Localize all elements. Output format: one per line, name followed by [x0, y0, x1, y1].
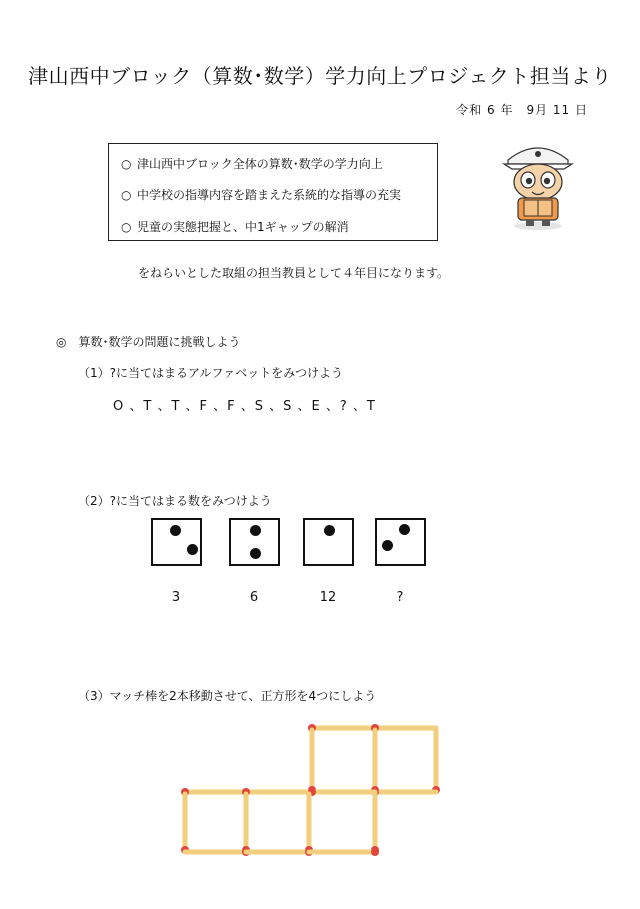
- question-label: （2）: [78, 494, 110, 508]
- circle-bullet: ○: [121, 157, 132, 171]
- question-label: （3）: [78, 689, 110, 703]
- question-label: （1）: [78, 366, 110, 380]
- goal-text: 津山西中ブロック全体の算数･数学の学力向上: [137, 157, 383, 171]
- question-text: ?に当てはまる数をみつけよう: [109, 494, 272, 508]
- letter-sequence: O 、T 、T 、F 、F 、S 、S 、E 、? 、T: [113, 399, 376, 414]
- date: 令和 6 年 9月 11 日: [456, 103, 588, 117]
- page-title: 津山西中ブロック（算数･数学）学力向上プロジェクト担当より: [28, 64, 612, 88]
- dice-number: 12: [319, 590, 337, 605]
- dice-number: 3: [171, 590, 181, 605]
- goal-text: 中学校の指導内容を踏まえた系統的な指導の充実: [137, 188, 402, 202]
- circle-bullet: ○: [121, 220, 132, 234]
- section-heading: ◎ 算数･数学の問題に挑戦しよう: [56, 335, 241, 349]
- intro-text: をねらいとした取組の担当教員として４年目になります。: [138, 266, 450, 280]
- question-text: マッチ棒を2本移動させて、正方形を4つにしよう: [109, 689, 377, 703]
- circle-bullet: ○: [121, 188, 132, 202]
- dice-number: 6: [249, 590, 259, 605]
- goal-text: 児童の実態把握と、中1ギャップの解消: [137, 220, 349, 234]
- question-text: ?に当てはまるアルファベットをみつけよう: [109, 366, 344, 380]
- dice-number: ?: [396, 590, 404, 605]
- matchstick-head: [371, 848, 379, 856]
